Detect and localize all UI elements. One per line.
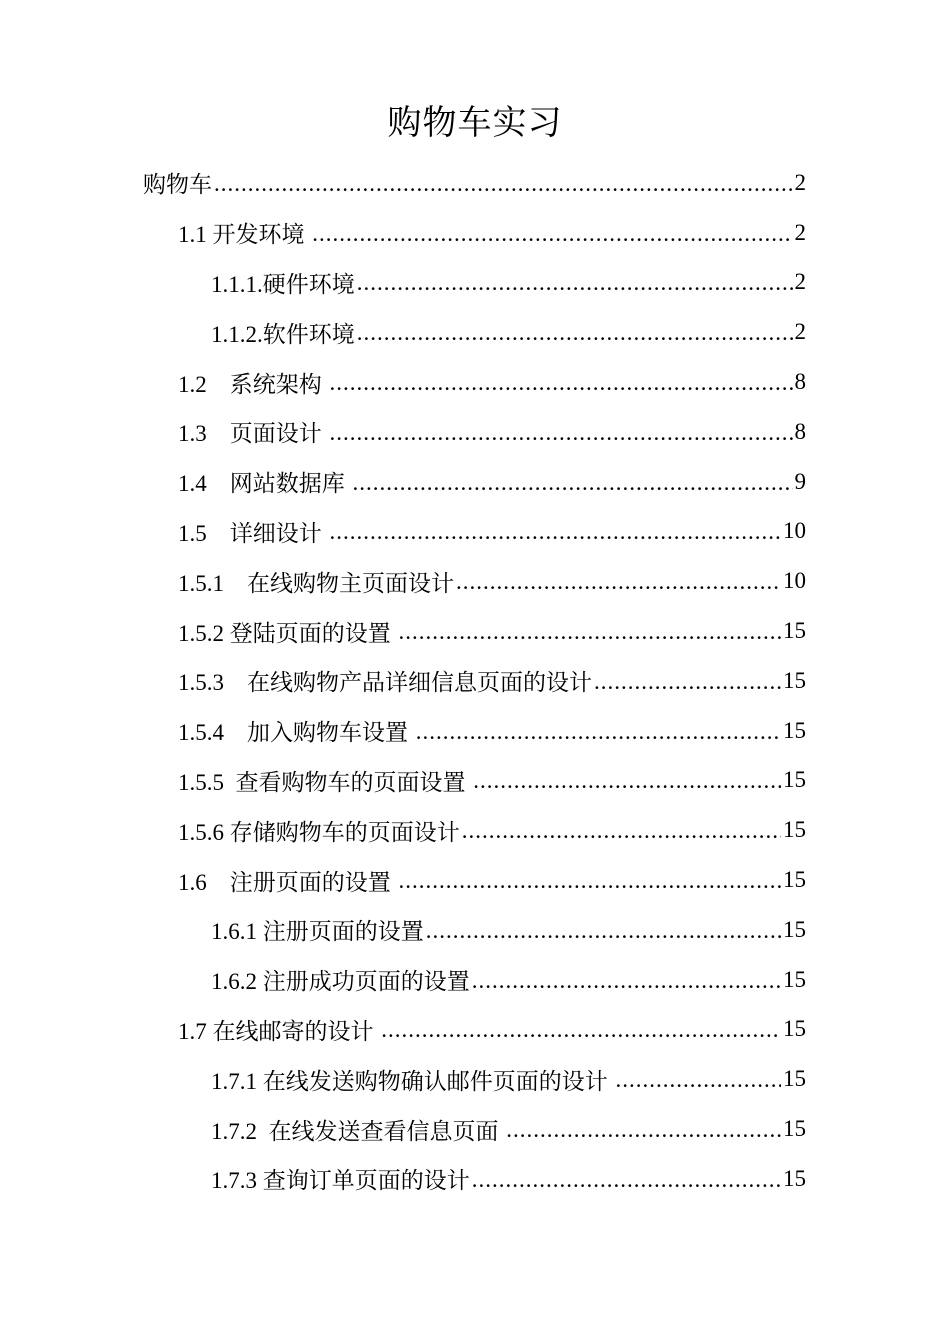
toc-page-number: 2 [794, 169, 806, 195]
toc-entry-label: 1.5.2 登陆页面的设置 [178, 620, 397, 646]
toc-entry-label: 1.1.2.软件环境 [211, 321, 355, 347]
toc-dot-leader [330, 370, 793, 396]
toc-dot-leader [381, 1017, 781, 1043]
toc-dot-leader [330, 420, 793, 446]
toc-entry-label: 1.6.1 注册页面的设置 [211, 919, 424, 945]
toc-dot-leader [330, 519, 782, 545]
toc-entry[interactable] [0, 1104, 806, 1154]
toc-dot-leader [472, 1167, 781, 1193]
toc-page-number: 2 [794, 219, 806, 245]
toc-entry-label: 1.7.3 查询订单页面的设计 [211, 1168, 470, 1194]
toc-entry[interactable] [0, 307, 806, 357]
toc-dot-leader [312, 221, 792, 247]
toc-page-number: 15 [783, 667, 806, 693]
toc-dot-leader [399, 868, 782, 894]
toc-entry-label: 1.7.1 在线发送购物确认邮件页面的设计 [211, 1068, 614, 1094]
toc-dot-leader [399, 619, 782, 645]
toc-entry[interactable] [0, 556, 806, 606]
toc-dot-leader [616, 1067, 782, 1093]
toc-entry-label: 1.7.2 在线发送查看信息页面 [211, 1118, 505, 1144]
toc-entry[interactable] [0, 158, 806, 208]
toc-entry[interactable] [0, 606, 806, 656]
toc-dot-leader [594, 669, 781, 695]
toc-entry[interactable] [0, 357, 806, 407]
toc-entry[interactable] [0, 805, 806, 855]
toc-entry[interactable] [0, 407, 806, 457]
toc-page-number: 8 [794, 418, 806, 444]
toc-page-number: 15 [783, 1066, 806, 1092]
toc-dot-leader [426, 918, 781, 944]
toc-dot-leader [357, 270, 793, 296]
toc-entry-label: 1.5 详细设计 [178, 520, 328, 546]
toc-entry-label: 购物车 [143, 172, 212, 198]
toc-entry[interactable] [0, 706, 806, 756]
toc-entry[interactable] [0, 1154, 806, 1204]
toc-page-number: 15 [783, 618, 806, 644]
toc-entry[interactable] [0, 208, 806, 258]
toc-entry-label: 1.6 注册页面的设置 [178, 869, 397, 895]
toc-entry-label: 1.2 系统架构 [178, 371, 328, 397]
toc-dot-leader [506, 1117, 781, 1143]
toc-entry-label: 1.7 在线邮寄的设计 [178, 1018, 380, 1044]
toc-entry[interactable] [0, 1054, 806, 1104]
toc-entry-label: 1.5.5 查看购物车的页面设置 [178, 769, 472, 795]
toc-page-number: 15 [783, 1016, 806, 1042]
toc-dot-leader [462, 818, 781, 844]
toc-page-number: 10 [783, 518, 806, 544]
toc-entry-label: 1.3 页面设计 [178, 421, 328, 447]
toc-entry[interactable] [0, 507, 806, 557]
toc-page-number: 15 [783, 1116, 806, 1142]
toc-entry[interactable] [0, 955, 806, 1005]
toc-entry[interactable] [0, 756, 806, 806]
toc-page-number: 9 [794, 468, 806, 494]
toc-entry[interactable] [0, 258, 806, 308]
toc-dot-leader [353, 470, 793, 496]
toc-entry[interactable] [0, 855, 806, 905]
toc-page-number: 10 [783, 568, 806, 594]
toc-page-number: 15 [783, 767, 806, 793]
toc-entry-label: 1.5.1 在线购物主页面设计 [178, 570, 454, 596]
toc-page-number: 15 [783, 817, 806, 843]
toc-dot-leader [472, 968, 781, 994]
toc-page-number: 2 [794, 269, 806, 295]
toc-page-number: 15 [783, 717, 806, 743]
toc-dot-leader [214, 171, 793, 197]
toc-entry[interactable] [0, 457, 806, 507]
toc-page-number: 15 [783, 966, 806, 992]
toc-page-number: 15 [783, 1165, 806, 1191]
toc-dot-leader [473, 768, 781, 794]
toc-entry-label: 1.1.1.硬件环境 [211, 271, 355, 297]
toc-dot-leader [456, 569, 781, 595]
toc-entry-label: 1.5.4 加入购物车设置 [178, 720, 414, 746]
toc-entry-label: 1.5.3 在线购物产品详细信息页面的设计 [178, 670, 592, 696]
toc-page-number: 15 [783, 867, 806, 893]
toc-entry-label: 1.5.6 存储购物车的页面设计 [178, 819, 460, 845]
toc-dot-leader [357, 320, 793, 346]
table-of-contents [0, 158, 950, 1204]
toc-entry[interactable] [0, 656, 806, 706]
toc-page-number: 8 [794, 369, 806, 395]
toc-page-number: 15 [783, 916, 806, 942]
toc-page-number: 2 [794, 319, 806, 345]
toc-entry-label: 1.4 网站数据库 [178, 471, 351, 497]
toc-dot-leader [416, 719, 781, 745]
toc-entry-label: 1.1 开发环境 [178, 222, 311, 248]
toc-entry[interactable] [0, 1005, 806, 1055]
document-title: 购物车实习 [387, 105, 563, 142]
toc-entry[interactable] [0, 905, 806, 955]
toc-entry-label: 1.6.2 注册成功页面的设置 [211, 969, 470, 995]
